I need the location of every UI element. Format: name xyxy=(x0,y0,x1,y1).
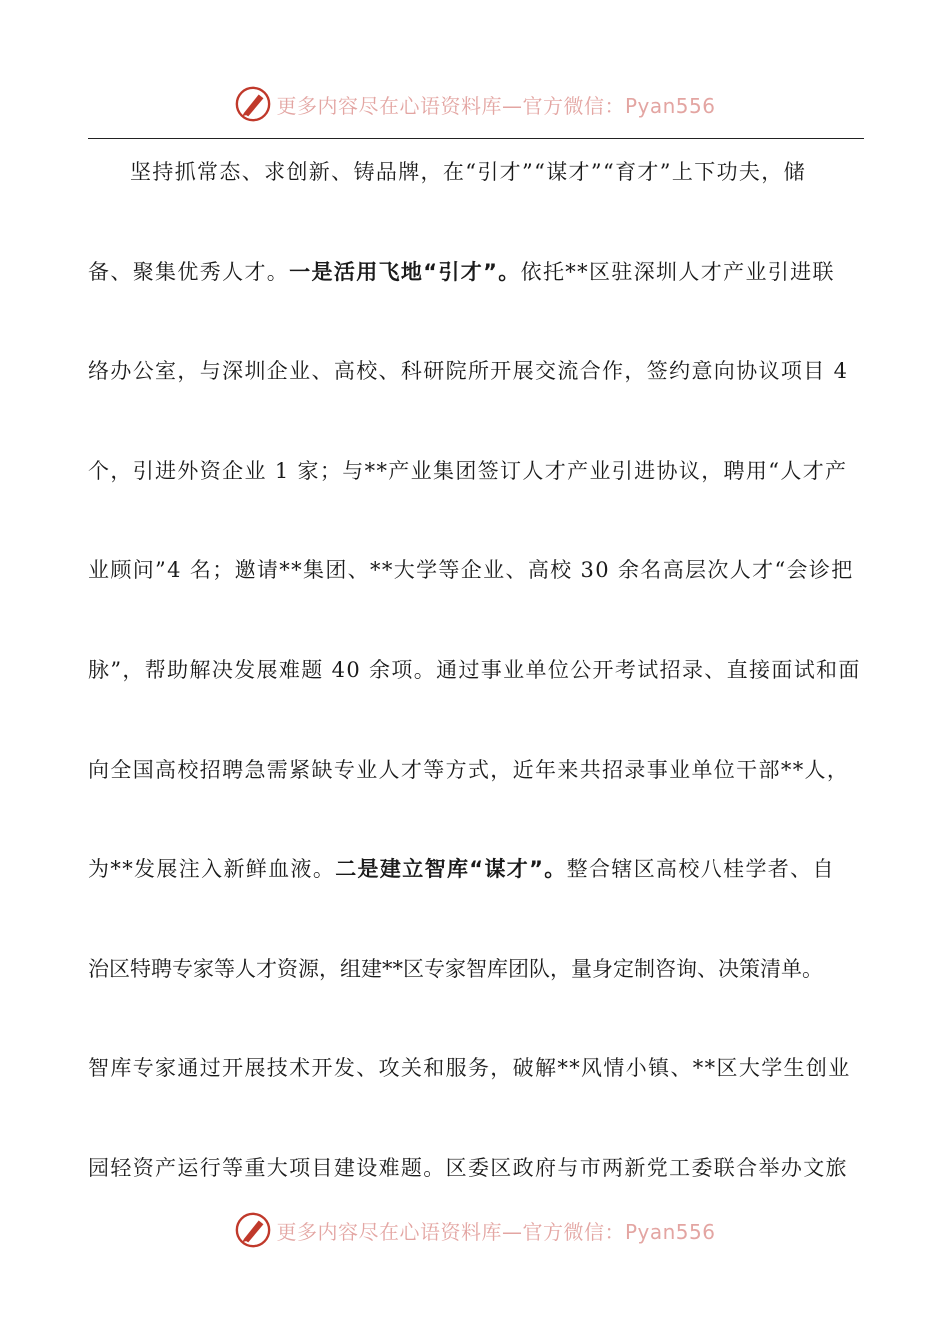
text-span: 坚持抓常态、求创新、铸品牌，在“引才”“谋才”“育才”上下功夫，储 xyxy=(130,160,806,184)
text-line xyxy=(88,644,864,744)
text-line xyxy=(88,445,864,545)
text-span: 治区特聘专家等人才资源，组建**区专家智库团队，量身定制咨询、决策清单。 xyxy=(88,956,823,981)
pen-logo-icon xyxy=(234,1211,272,1249)
text-span: 整合辖区高校八桂学者、自 xyxy=(566,857,835,882)
text-line xyxy=(88,345,864,445)
text-span: 园轻资产运行等重大项目建设难题。区委区政府与市两新党工委联合举办文旅 xyxy=(88,1155,848,1180)
document-body xyxy=(88,146,864,1242)
text-span: 业顾问”4 名；邀请**集团、**大学等企业、高校 30 余名高层次人才“会诊把 xyxy=(88,558,854,583)
bold-heading-span: 一是活用飞地“引才”。 xyxy=(289,259,521,284)
text-line xyxy=(88,1042,864,1142)
text-line xyxy=(88,146,864,246)
text-line xyxy=(88,246,864,346)
text-span: 个，引进外资企业 1 家；与**产业集团签订人才产业引进协议，聘用“人才产 xyxy=(88,458,848,483)
text-span: 为**发展注入新鲜血液。 xyxy=(88,857,336,882)
header-banner-text: 更多内容尽在心语资料库—官方微信：Pyan556 xyxy=(276,93,716,118)
footer-banner-text: 更多内容尽在心语资料库—官方微信：Pyan556 xyxy=(276,1219,716,1244)
text-span: 脉”，帮助解决发展难题 40 余项。通过事业单位公开考试招录、直接面试和面 xyxy=(88,657,861,682)
footer-banner xyxy=(0,1210,950,1250)
bold-heading-span: 二是建立智库“谋才”。 xyxy=(335,857,567,882)
text-line xyxy=(88,843,864,943)
text-span: 络办公室，与深圳企业、高校、科研院所开展交流合作，签约意向协议项目 4 xyxy=(88,359,849,384)
pen-logo-icon xyxy=(234,85,272,123)
text-line xyxy=(88,544,864,644)
header-banner xyxy=(0,84,950,124)
text-line xyxy=(88,943,864,1043)
text-span: 智库专家通过开展技术开发、攻关和服务，破解**风情小镇、**区大学生创业 xyxy=(88,1056,851,1081)
header-divider xyxy=(88,138,864,139)
text-line xyxy=(88,744,864,844)
text-span: 向全国高校招聘急需紧缺专业人才等方式，近年来共招录事业单位干部**人， xyxy=(88,757,850,782)
text-span: 依托**区驻深圳人才产业引进联 xyxy=(520,259,835,284)
text-span: 备、聚集优秀人才。 xyxy=(88,259,290,284)
